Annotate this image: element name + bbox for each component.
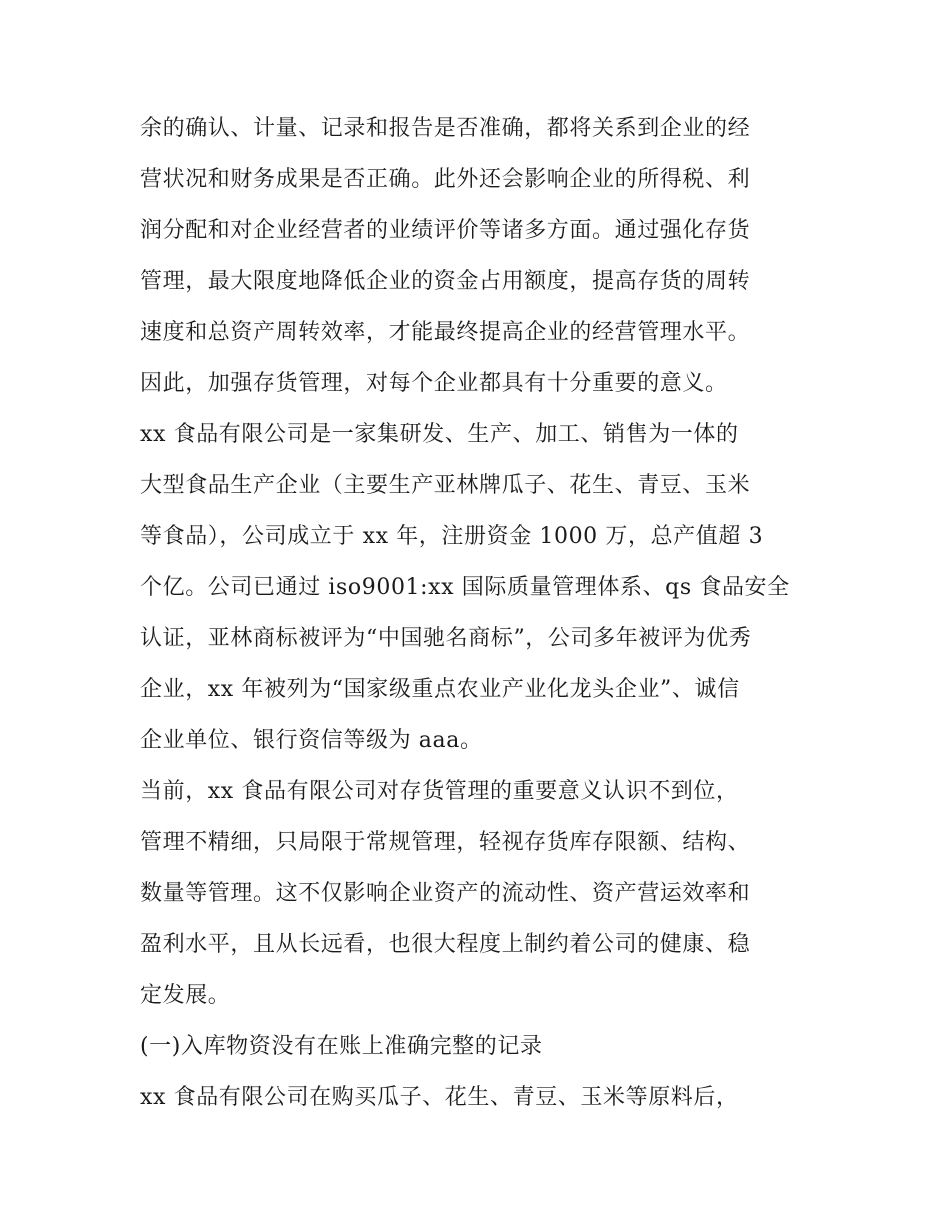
paragraph-line-7: xx 食品有限公司是一家集研发、生产、加工、销售为一体的: [140, 422, 739, 447]
paragraph-line-5: 速度和总资产周转效率，才能最终提高企业的经营管理水平。: [140, 320, 751, 345]
paragraph-line-4: 管理，最大限度地降低企业的资金占用额度，提高存货的周转: [140, 269, 751, 294]
paragraph-line-11: 认证，亚林商标被评为“中国驰名商标”，公司多年被评为优秀: [140, 626, 752, 651]
paragraph-line-16: 数量等管理。这不仅影响企业资产的流动性、资产营运效率和: [140, 881, 751, 906]
paragraph-line-15: 管理不精细，只局限于常规管理，轻视存货库存限额、结构、: [140, 830, 751, 855]
section-heading: (一)入库物资没有在账上准确完整的记录: [140, 1034, 543, 1059]
paragraph-line-9: 等食品），公司成立于 xx 年，注册资金 1000 万，总产值超 3: [140, 524, 764, 549]
paragraph-line-12: 企业，xx 年被列为“国家级重点农业产业化龙头企业”、诚信: [140, 677, 740, 702]
paragraph-line-10: 个亿。公司已通过 iso9001:xx 国际质量管理体系、qs 食品安全: [140, 575, 790, 600]
paragraph-line-17: 盈利水平，且从长远看，也很大程度上制约着公司的健康、稳: [140, 932, 751, 957]
paragraph-line-14: 当前，xx 食品有限公司对存货管理的重要意义认识不到位，: [140, 779, 739, 804]
paragraph-line-18: 定发展。: [140, 983, 231, 1008]
paragraph-line-13: 企业单位、银行资信等级为 aaa。: [140, 728, 483, 753]
paragraph-line-6: 因此，加强存货管理，对每个企业都具有十分重要的意义。: [140, 371, 728, 396]
paragraph-line-20: xx 食品有限公司在购买瓜子、花生、青豆、玉米等原料后，: [140, 1085, 739, 1110]
paragraph-line-2: 营状况和财务成果是否正确。此外还会影响企业的所得税、利: [140, 167, 751, 192]
document-body: [140, 103, 820, 1123]
paragraph-line-1: 余的确认、计量、记录和报告是否准确，都将关系到企业的经: [140, 116, 751, 141]
paragraph-line-3: 润分配和对企业经营者的业绩评价等诸多方面。通过强化存货: [140, 218, 751, 243]
paragraph-line-8: 大型食品生产企业（主要生产亚林牌瓜子、花生、青豆、玉米: [140, 473, 751, 498]
